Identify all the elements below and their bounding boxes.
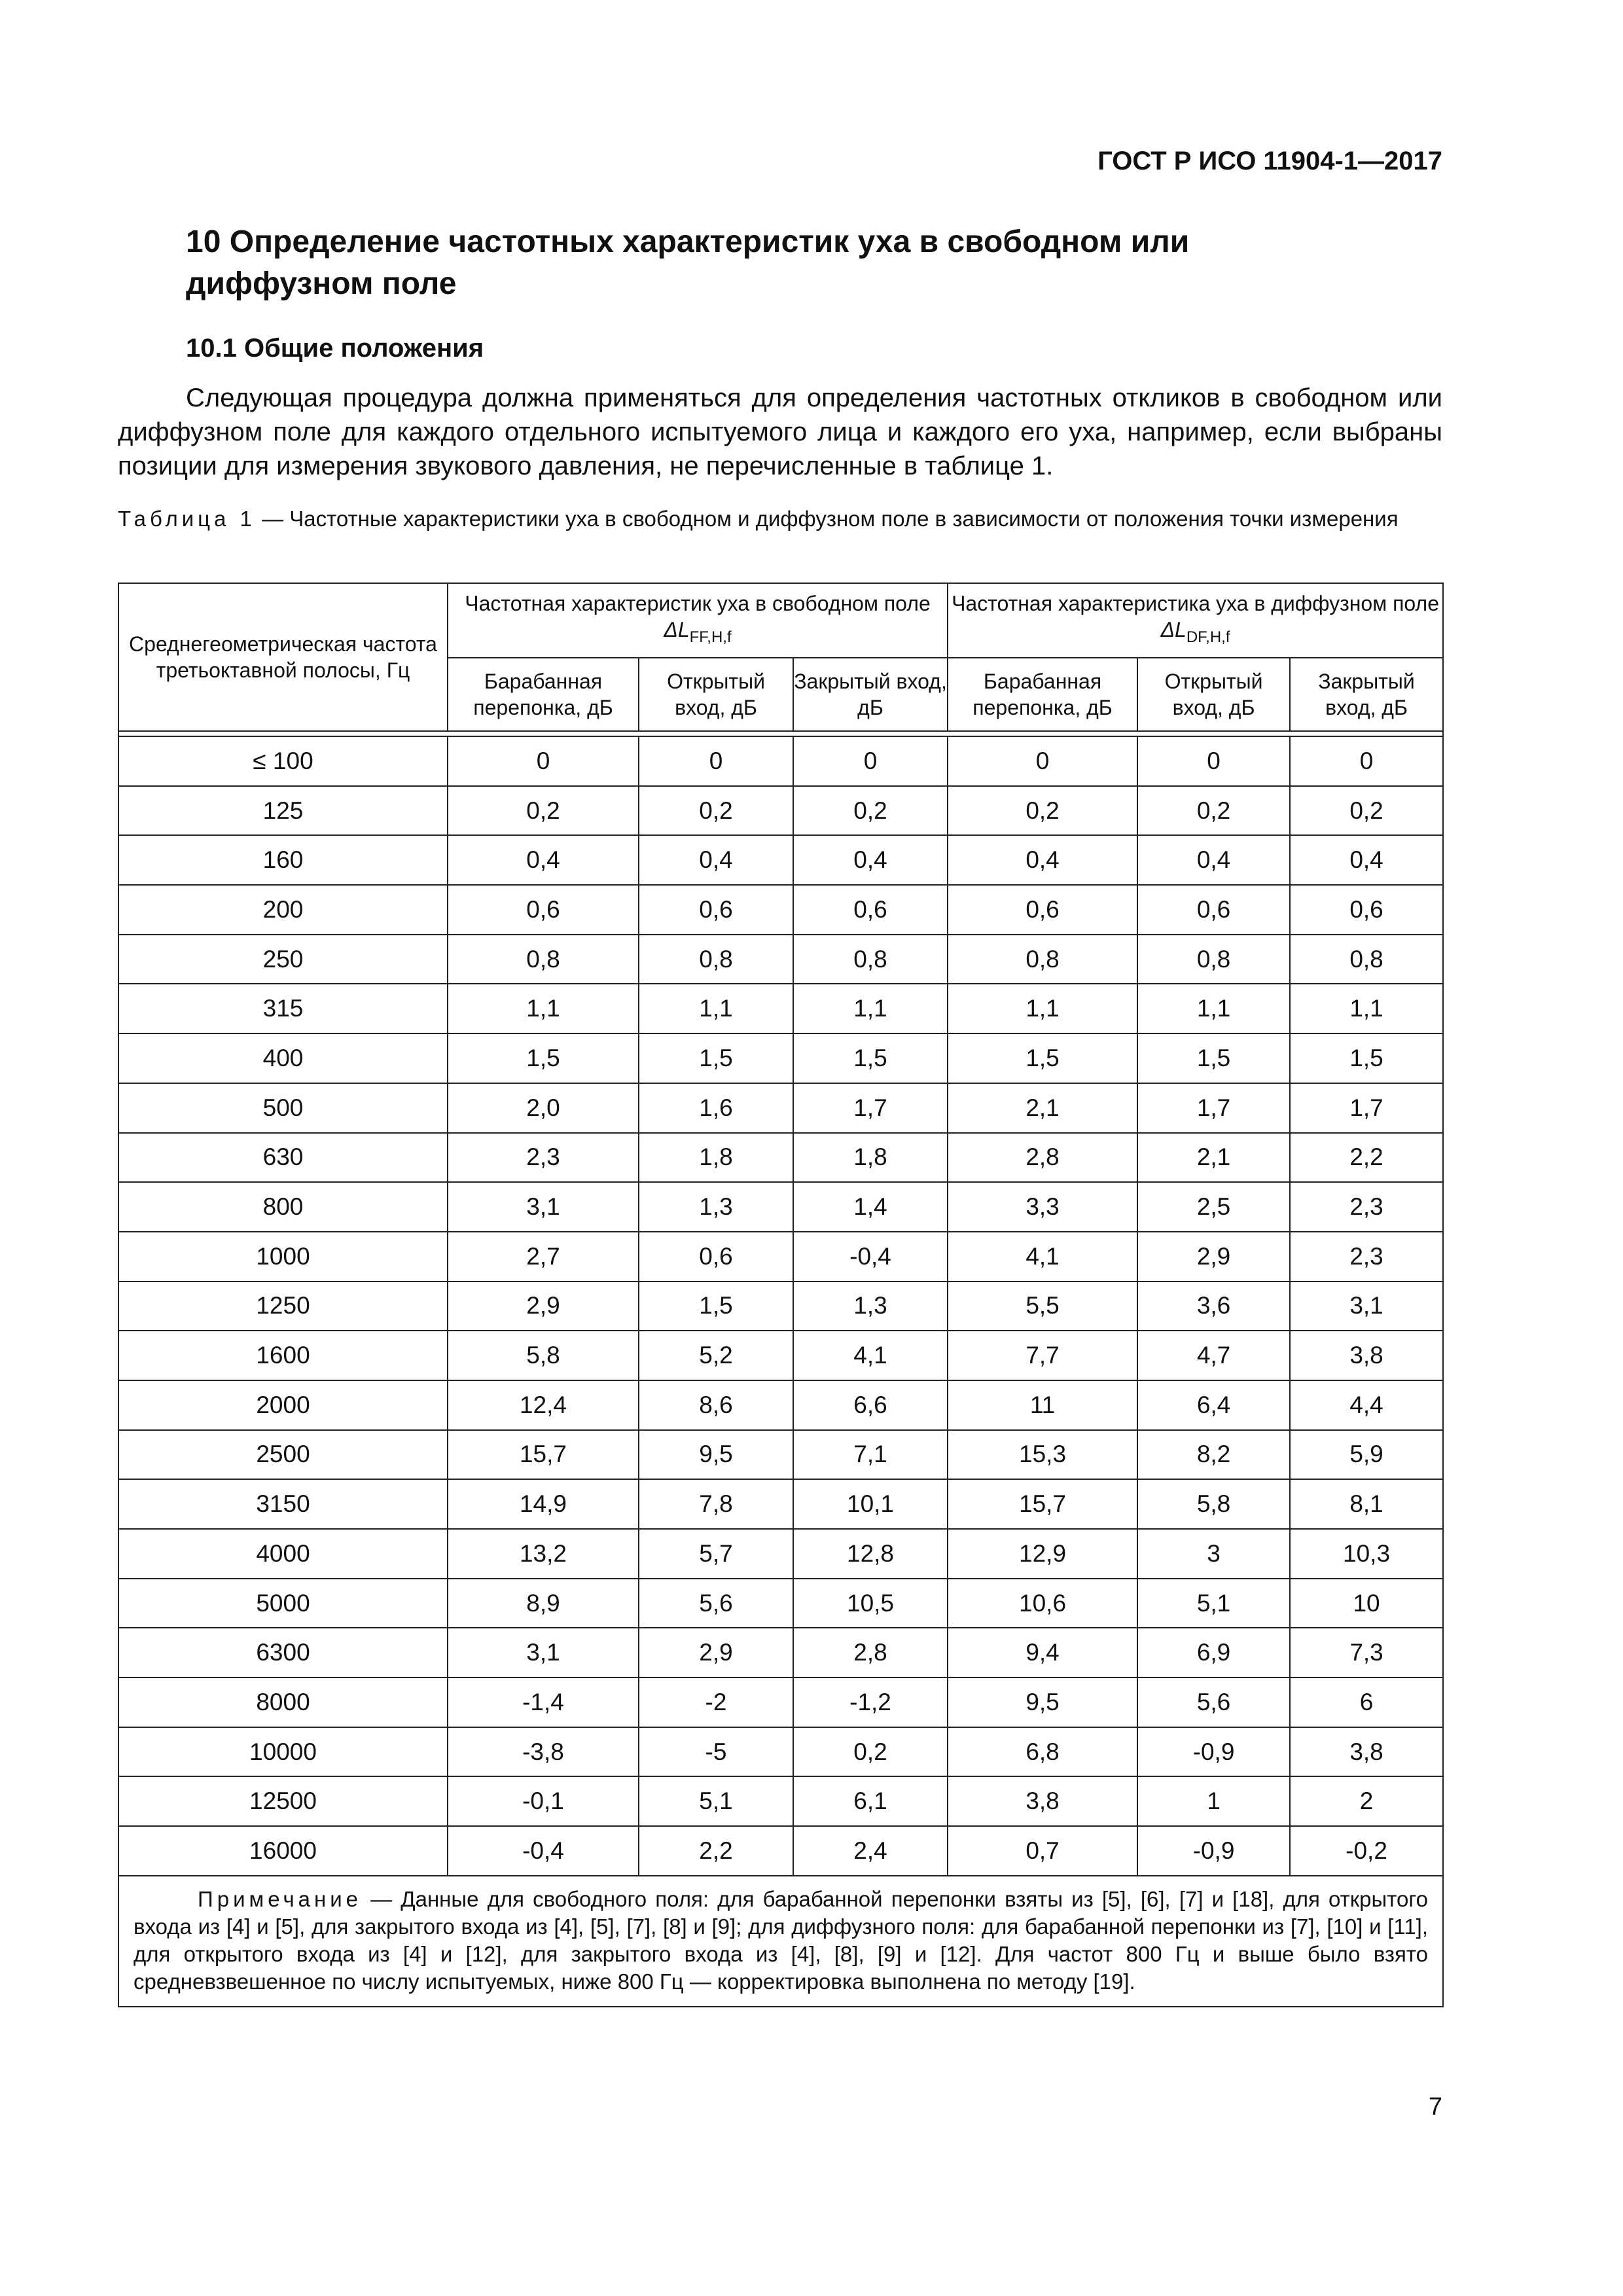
value-cell: 0,8 <box>448 935 639 984</box>
header-diffuse-field-text: Частотная характеристика уха в диффузном поле <box>952 592 1439 615</box>
table-row <box>118 1282 1443 1331</box>
value-cell: 2,8 <box>793 1628 948 1677</box>
table-caption <box>118 505 1442 533</box>
value-cell: 0,4 <box>1290 835 1443 885</box>
value-cell: 0,6 <box>1290 885 1443 935</box>
value-cell: 0,6 <box>948 885 1137 935</box>
section-title: 10 Определение частотных характеристик уха в свободном или диффузном поле <box>186 224 1190 301</box>
value-cell: 1,5 <box>639 1033 793 1083</box>
value-cell: 1,5 <box>448 1033 639 1083</box>
value-cell: 1,1 <box>793 984 948 1033</box>
value-cell: 0 <box>793 736 948 786</box>
value-cell: 1,5 <box>1137 1033 1290 1083</box>
header-frequency: Среднегеометрическая частота третьоктавной полосы, Гц <box>118 583 448 731</box>
subsection-title: 10.1 Общие положения <box>186 334 484 363</box>
table-row <box>118 1133 1443 1183</box>
value-cell: 9,4 <box>948 1628 1137 1677</box>
table-row <box>118 935 1443 984</box>
value-cell: 8,9 <box>448 1579 639 1628</box>
frequency-response-table <box>118 583 1444 2007</box>
frequency-cell: 2000 <box>118 1380 448 1430</box>
value-cell: 15,7 <box>948 1479 1137 1529</box>
value-cell: 4,4 <box>1290 1380 1443 1430</box>
value-cell: 3 <box>1137 1529 1290 1579</box>
value-cell: 6,4 <box>1137 1380 1290 1430</box>
frequency-cell: 160 <box>118 835 448 885</box>
value-cell: 3,3 <box>948 1182 1137 1232</box>
frequency-cell: 250 <box>118 935 448 984</box>
value-cell: 0,6 <box>448 885 639 935</box>
value-cell: 2,7 <box>448 1232 639 1282</box>
subheader-cell: Открытый вход, дБ <box>1137 658 1290 731</box>
table-row <box>118 1677 1443 1727</box>
value-cell: 15,3 <box>948 1430 1137 1480</box>
value-cell: -0,9 <box>1137 1727 1290 1777</box>
value-cell: 6,1 <box>793 1776 948 1826</box>
value-cell: 9,5 <box>639 1430 793 1480</box>
document-code: ГОСТ Р ИСО 11904-1—2017 <box>1097 147 1442 175</box>
value-cell: 2,9 <box>1137 1232 1290 1282</box>
value-cell: 1,7 <box>1137 1083 1290 1133</box>
value-cell: 4,7 <box>1137 1331 1290 1380</box>
table-note-text: — Данные для свободного поля: для барабанной перепонки взяты из [5], [6], [7] и [18], для открытого входа из [4] и [5], для закрытого входа из [4], [5], [7], [8] и [9]; для диффузного поля: для барабанной перепонки из [7], [10] и [11], для открытого входа из [4] и [12], для закрытого входа из [4], [8], [9] и [12]. Для частот 800 Гц и выше было взято средневзвешенное по числу испытуемых, ниже 800 Гц — корректировка выполнена по методу [19]. <box>134 1886 1429 1994</box>
value-cell: 1,3 <box>793 1282 948 1331</box>
value-cell: 0,2 <box>948 786 1137 836</box>
table-row <box>118 1826 1443 1876</box>
table-row <box>118 1529 1443 1579</box>
header-diffuse-field-symbol: ΔL <box>1160 618 1186 641</box>
value-cell: 6,8 <box>948 1727 1137 1777</box>
value-cell: 12,9 <box>948 1529 1137 1579</box>
value-cell: -2 <box>639 1677 793 1727</box>
table-row <box>118 1232 1443 1282</box>
value-cell: 12,4 <box>448 1380 639 1430</box>
value-cell: 13,2 <box>448 1529 639 1579</box>
value-cell: 0,4 <box>448 835 639 885</box>
value-cell: 14,9 <box>448 1479 639 1529</box>
value-cell: 2,4 <box>793 1826 948 1876</box>
value-cell: 5,9 <box>1290 1430 1443 1480</box>
value-cell: 0,8 <box>639 935 793 984</box>
value-cell: 2,2 <box>1290 1133 1443 1183</box>
value-cell: 10,3 <box>1290 1529 1443 1579</box>
table-row <box>118 1579 1443 1628</box>
frequency-cell: 4000 <box>118 1529 448 1579</box>
frequency-cell: 200 <box>118 885 448 935</box>
value-cell: -1,4 <box>448 1677 639 1727</box>
value-cell: 2,5 <box>1137 1182 1290 1232</box>
subheader-cell: Закрытый вход, дБ <box>1290 658 1443 731</box>
value-cell: 1,5 <box>793 1033 948 1083</box>
frequency-cell: ≤ 100 <box>118 736 448 786</box>
value-cell: 0,6 <box>1137 885 1290 935</box>
value-cell: -0,9 <box>1137 1826 1290 1876</box>
value-cell: 1,5 <box>1290 1033 1443 1083</box>
frequency-cell: 800 <box>118 1182 448 1232</box>
frequency-cell: 630 <box>118 1133 448 1183</box>
table-row <box>118 1331 1443 1380</box>
value-cell: -3,8 <box>448 1727 639 1777</box>
value-cell: 0 <box>639 736 793 786</box>
value-cell: 12,8 <box>793 1529 948 1579</box>
value-cell: 7,1 <box>793 1430 948 1480</box>
value-cell: 8,6 <box>639 1380 793 1430</box>
frequency-cell: 6300 <box>118 1628 448 1677</box>
page-number: 7 <box>1428 2093 1442 2121</box>
value-cell: 0,2 <box>448 786 639 836</box>
value-cell: -5 <box>639 1727 793 1777</box>
value-cell: 9,5 <box>948 1677 1137 1727</box>
frequency-cell: 16000 <box>118 1826 448 1876</box>
value-cell: 0,7 <box>948 1826 1137 1876</box>
value-cell: 2,3 <box>1290 1232 1443 1282</box>
subheader-cell: Закрытый вход, дБ <box>793 658 948 731</box>
value-cell: 3,8 <box>1290 1331 1443 1380</box>
frequency-cell: 315 <box>118 984 448 1033</box>
value-cell: 15,7 <box>448 1430 639 1480</box>
value-cell: 1,6 <box>639 1083 793 1133</box>
value-cell: 3,6 <box>1137 1282 1290 1331</box>
table-note <box>118 1876 1443 2007</box>
header-free-field <box>448 583 948 658</box>
header-free-field-subscript: FF,H,f <box>689 628 732 646</box>
frequency-cell: 400 <box>118 1033 448 1083</box>
table-row <box>118 1380 1443 1430</box>
value-cell: 0,6 <box>639 885 793 935</box>
table-row <box>118 786 1443 836</box>
value-cell: 1,3 <box>639 1182 793 1232</box>
value-cell: 2,9 <box>639 1628 793 1677</box>
header-free-field-text: Частотная характеристик уха в свободном поле <box>465 592 931 615</box>
table-row <box>118 1182 1443 1232</box>
value-cell: 0,2 <box>1290 786 1443 836</box>
subheader-cell: Барабанная перепонка, дБ <box>948 658 1137 731</box>
value-cell: 3,1 <box>448 1182 639 1232</box>
table-row <box>118 736 1443 786</box>
header-free-field-symbol: ΔL <box>664 618 690 641</box>
value-cell: 0,2 <box>639 786 793 836</box>
frequency-cell: 1600 <box>118 1331 448 1380</box>
value-cell: 0,6 <box>639 1232 793 1282</box>
value-cell: 1,1 <box>948 984 1137 1033</box>
value-cell: 0,2 <box>793 1727 948 1777</box>
value-cell: 2,8 <box>948 1133 1137 1183</box>
value-cell: 1,1 <box>1290 984 1443 1033</box>
value-cell: 2 <box>1290 1776 1443 1826</box>
value-cell: 2,1 <box>948 1083 1137 1133</box>
table-row <box>118 1479 1443 1529</box>
table-row <box>118 885 1443 935</box>
value-cell: 7,3 <box>1290 1628 1443 1677</box>
value-cell: 5,7 <box>639 1529 793 1579</box>
value-cell: 8,2 <box>1137 1430 1290 1480</box>
value-cell: 4,1 <box>948 1232 1137 1282</box>
value-cell: 6,6 <box>793 1380 948 1430</box>
table-row <box>118 984 1443 1033</box>
value-cell: 1,4 <box>793 1182 948 1232</box>
value-cell: 0,4 <box>639 835 793 885</box>
value-cell: 2,1 <box>1137 1133 1290 1183</box>
frequency-cell: 1000 <box>118 1232 448 1282</box>
value-cell: -0,4 <box>793 1232 948 1282</box>
value-cell: 1,5 <box>639 1282 793 1331</box>
frequency-cell: 3150 <box>118 1479 448 1529</box>
value-cell: 3,1 <box>448 1628 639 1677</box>
frequency-cell: 2500 <box>118 1430 448 1480</box>
value-cell: 1,1 <box>448 984 639 1033</box>
subheader-cell: Открытый вход, дБ <box>639 658 793 731</box>
header-diffuse-field <box>948 583 1443 658</box>
value-cell: -0,2 <box>1290 1826 1443 1876</box>
value-cell: 0,2 <box>1137 786 1290 836</box>
value-cell: 4,1 <box>793 1331 948 1380</box>
table-row <box>118 835 1443 885</box>
value-cell: 0,8 <box>1137 935 1290 984</box>
frequency-cell: 10000 <box>118 1727 448 1777</box>
value-cell: 0,4 <box>793 835 948 885</box>
header-diffuse-field-subscript: DF,H,f <box>1186 628 1230 646</box>
value-cell: 1,8 <box>639 1133 793 1183</box>
value-cell: 3,8 <box>1290 1727 1443 1777</box>
frequency-cell: 12500 <box>118 1776 448 1826</box>
value-cell: 6 <box>1290 1677 1443 1727</box>
value-cell: 5,1 <box>639 1776 793 1826</box>
value-cell: 1,7 <box>793 1083 948 1133</box>
table-caption-text: — Частотные характеристики уха в свободном и диффузном поле в зависимости от положения точки измерения <box>255 507 1399 531</box>
value-cell: 2,9 <box>448 1282 639 1331</box>
value-cell: 0 <box>1137 736 1290 786</box>
value-cell: 1,7 <box>1290 1083 1443 1133</box>
value-cell: 1,1 <box>1137 984 1290 1033</box>
value-cell: 0,8 <box>1290 935 1443 984</box>
value-cell: 1 <box>1137 1776 1290 1826</box>
value-cell: 2,3 <box>448 1133 639 1183</box>
value-cell: 5,2 <box>639 1331 793 1380</box>
value-cell: 2,3 <box>1290 1182 1443 1232</box>
value-cell: 5,6 <box>1137 1677 1290 1727</box>
value-cell: 3,8 <box>948 1776 1137 1826</box>
frequency-cell: 8000 <box>118 1677 448 1727</box>
table-row <box>118 1727 1443 1777</box>
value-cell: 10,6 <box>948 1579 1137 1628</box>
value-cell: 3,1 <box>1290 1282 1443 1331</box>
value-cell: -0,1 <box>448 1776 639 1826</box>
table-row <box>118 1776 1443 1826</box>
table-row <box>118 1083 1443 1133</box>
value-cell: 5,8 <box>448 1331 639 1380</box>
frequency-cell: 500 <box>118 1083 448 1133</box>
value-cell: -1,2 <box>793 1677 948 1727</box>
value-cell: 11 <box>948 1380 1137 1430</box>
value-cell: 8,1 <box>1290 1479 1443 1529</box>
body-paragraph: Следующая процедура должна применяться для определения частотных откликов в свободном или диффузном поле для каждого отдельного испытуемого лица и каждого его уха, например, если выбраны позиции для измерения звукового давления, не перечисленные в таблице 1. <box>118 384 1442 480</box>
subheader-cell: Барабанная перепонка, дБ <box>448 658 639 731</box>
value-cell: 10 <box>1290 1579 1443 1628</box>
value-cell: 2,0 <box>448 1083 639 1133</box>
value-cell: 5,8 <box>1137 1479 1290 1529</box>
value-cell: 5,6 <box>639 1579 793 1628</box>
table-row <box>118 1033 1443 1083</box>
value-cell: 2,2 <box>639 1826 793 1876</box>
frequency-cell: 1250 <box>118 1282 448 1331</box>
value-cell: -0,4 <box>448 1826 639 1876</box>
value-cell: 10,1 <box>793 1479 948 1529</box>
value-cell: 10,5 <box>793 1579 948 1628</box>
value-cell: 7,8 <box>639 1479 793 1529</box>
table-note-label: Примечание <box>198 1886 363 1911</box>
value-cell: 0,6 <box>793 885 948 935</box>
value-cell: 1,5 <box>948 1033 1137 1083</box>
value-cell: 0,4 <box>1137 835 1290 885</box>
value-cell: 0,2 <box>793 786 948 836</box>
value-cell: 0,4 <box>948 835 1137 885</box>
value-cell: 0,8 <box>793 935 948 984</box>
value-cell: 1,8 <box>793 1133 948 1183</box>
value-cell: 7,7 <box>948 1331 1137 1380</box>
value-cell: 0,8 <box>948 935 1137 984</box>
table-row <box>118 1430 1443 1480</box>
value-cell: 5,1 <box>1137 1579 1290 1628</box>
table-row <box>118 1628 1443 1677</box>
table-caption-label: Таблица 1 <box>118 507 256 531</box>
value-cell: 0 <box>948 736 1137 786</box>
value-cell: 6,9 <box>1137 1628 1290 1677</box>
frequency-cell: 5000 <box>118 1579 448 1628</box>
value-cell: 5,5 <box>948 1282 1137 1331</box>
value-cell: 1,1 <box>639 984 793 1033</box>
value-cell: 0 <box>448 736 639 786</box>
frequency-cell: 125 <box>118 786 448 836</box>
value-cell: 0 <box>1290 736 1443 786</box>
